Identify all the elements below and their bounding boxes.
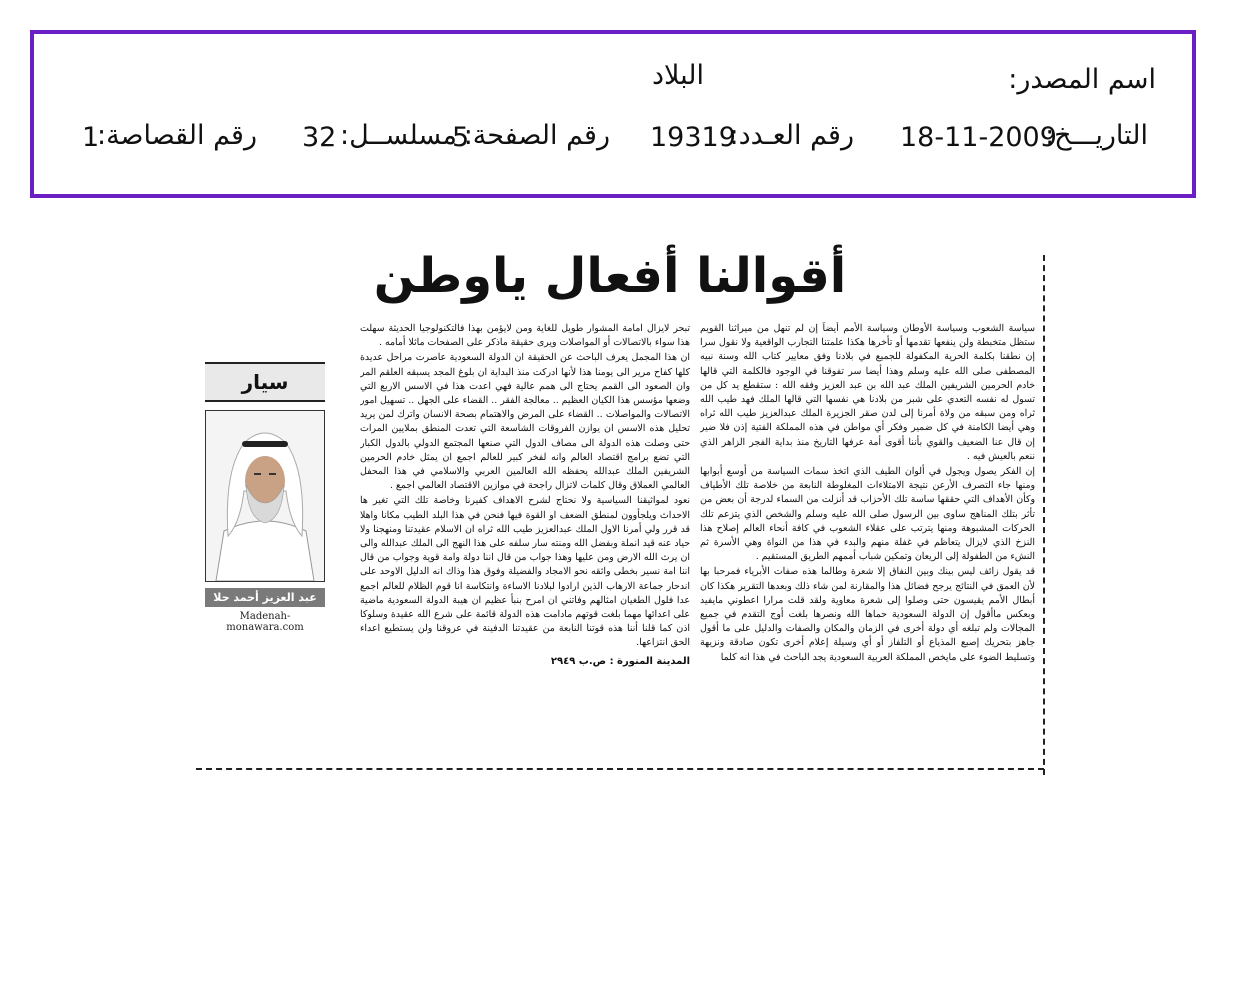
issue-value: 19319 xyxy=(650,122,736,153)
serial-label: مسلســل: xyxy=(340,120,457,151)
article-column-left xyxy=(360,322,690,762)
writer-box xyxy=(205,362,325,633)
paragraph: ان هذا المجمل يعرف الباحث عن الحقيقة ان الدولة السعودية عاصرت مراحل عديدة كلها كفاح مرير الى يومنا هذا لأنها ادركت منذ البداية ان بلوغ المجد يسبقه العلقم المر وان الصعود الى القمم يحتاج الى همم عالية فهي اعدت هذا في الاسس الاربع التي وضعها مؤسس هذا الكيان العظيم .. معالجة الفقر .. القضاء على الجهل .. تسهيل امور الاتصالات والمواصلات .. القضاء على المرض والاهتمام بصحة الانسان واترك لمن يريد تحليل هذه الاسس ان يوازن الفروقات الشاسعة التي تعدت المنطق بملايين المرات حتى وصلت هذه الدولة الى مصاف الدول التي صنعها المجتمع الدولي بالدول الكبار التي تضع برامج اقتصاد العالم وانه لفخر كبير للعالم اجمع ان يمثل خادم الحرمين الشريفين الملك عبدالله يحفظه الله العالمين العربي والاسلامي في هذا المحفل العالمي العملاق وقال كلمات لاتزال راجحة في موازين الاقتصاد العالمي اجمع . xyxy=(360,352,690,492)
clip-value: 1 xyxy=(82,122,100,153)
article-bottom-border xyxy=(196,768,1044,770)
author-photo xyxy=(205,410,325,582)
source-value: البلاد xyxy=(652,60,705,91)
author-signature: المدينة المنورة : ص.ب ٢٩٤٩ xyxy=(550,655,690,667)
serial-value: 32 xyxy=(302,122,337,153)
source-label: اسم المصدر: xyxy=(1008,64,1156,95)
article-column-right xyxy=(700,322,1035,762)
article-right-border xyxy=(1043,255,1045,775)
date-label: التاريـــخ: xyxy=(1045,120,1148,151)
article-headline: أقوالنا أفعال ياوطن xyxy=(373,248,847,304)
issue-label: رقم العـدد: xyxy=(729,120,854,151)
clip-label: رقم القصاصة: xyxy=(96,120,257,151)
paragraph: نعود لمواثيقنا السياسية ولا نحتاج لشرح الاهداف كفيرنا وخاصة تلك التي تغير ها الاحداث ويلجأوون لمنطق الضعف او القوة فيها فنحن في هذا البلد الطيب مكانا واهلا قد قرر ولي أمرنا الاول الملك عبدالعزيز طيب الله ثراه ان الاسلام عقيدتنا ومنهجنا ولا حياد عنه قيد انملة وبفضل الله ومنته سار سلفه على هذا النهج الى الملك عبدالله والى ان يرث الله الارض ومن عليها وهذا جواب من قال اننا دولة وامة قوية وجواب من قال اننا امة نسير بخطى واثقه نحو الامجاد والفضيلة وفوق هذا وذاك انه الدليل الاوحد على اندحار جماعة الارهاب الذين ارادوا لبلادنا الاساءة وانتكاسة انا قوم الظلام للعالم اجمع عدا فلول الطغيان امثالهم وفاتني ان امرح بنبأ عظيم ان هيبة الدولة السعودية ماضية على اعدائها مهما بلغت قوتهم مادامت هذه الدولة قائمة على شرع الله عقيدة وسلوكا اذن كما قلنا أننا هذه قوتنا النابعة من عقيدتنا الدفينة في عروقنا ولن يستطيع اعداء الحق انتزاعها. xyxy=(360,495,690,649)
paragraph: قد يقول زائف ليس بينك وبين النفاق إلا شعرة وطالما هذه صفات الأبرياء فمرحبا بها لأن العمق في النتائج يرجح فضائل هذا والمقارنة لمن شاء ذلك وبعدها التقرير هكذا كان أبطال الأمم يقيسون حتى وصلوا إلى شعرة معاوية ولقد قلت مرارا اعطوني مايفيد وبعكس ماأقول إن الدولة السعودية حماها الله ونصرها بلغت أوج التقدم في جميع المجالات ولم تبلغه أي دولة أخرى في الزمان والمكان والصفات والدليل على ما أقول جاهز بتحريك إصبع المذياع أو التلفاز أو أي وسيلة إعلام أخرى تكون صادقة ونزيهة وتسليط الضوء على مايخص المملكة العربية السعودية يجد الباحث في هذا انه كلما xyxy=(700,566,1035,663)
column-name: سيار xyxy=(205,362,325,402)
page-value: 5 xyxy=(452,122,470,153)
page-label: رقم الصفحة: xyxy=(463,120,610,151)
paragraph: سياسة الشعوب وسياسة الأوطان وسياسة الأمم أيضاً إن لم تنهل من ميراثنا القويم ستظل متخبطة ولن ينفعها تقدمها أو تأخرها هكذا علمتنا التجارب الواقعية ولا نقول سرا إن نطقنا بكلمة الحرية المكفولة للجميع في بلادنا وفق معايير كتاب الله وسنة نبيه المصطفى صلى الله عليه وسلم وهذا أيضا سر تفوقنا في الوجود فالكلمة التي قالها خادم الحرمين الشريفين الملك عبد الله بن عبد العزيز وفقه الله : ستقطع يد كل من تسول له نفسه التعدي على شبر من بلادنا هي نفسها التي قالها الملك فهد طيب الله ثراه ومن سبقه من ولاة أمرنا إلى لدن صقر الجزيرة الملك عبدالعزيز طيب الله ثراه وهي أيضا الكامنة في كل ضمير وفكر أي مواطن في هذه المملكة الفتية إذن فلا ضير إن قال عنا الضعيف والقوي بأننا أقوى أمة عرفها التاريخ منذ بداية الفجر الزاهر الذي ننعم بالعيش فيه . xyxy=(700,323,1035,462)
author-name: عبد العزيز أحمد حلا xyxy=(205,588,325,607)
clipping-header xyxy=(30,30,1196,198)
author-portrait-icon xyxy=(206,411,324,581)
website-url: Madenah-monawara.com xyxy=(226,611,304,633)
date-value: 18-11-2009 xyxy=(900,122,1057,153)
paragraph: إن الفكر يصول ويجول في ألوان الطيف الذي اتخذ سمات السياسة من أوسع أبوابها ومنها جاء التصرف الأرعن نتيجة الامتلاءات المغلوطة النابعة من خلاصة تلك الأطياف وكأن الأهداف التي حققها ساسة تلك الأحزاب قد أنزلت من السماء لدرجة أن بعض من تأثر بتلك المناهج ساوى بين الرسول صلى الله عليه وسلم والشخص الذي يتزعم تلك الحركات المشبوهة ومنها يترتب على عقلاء الشعوب في كافة أنحاء العالم إصلاح هذا النزخ الذي لايزال يتعاظم في غفلة منهم والبدء في هذا من النواة وهي الأسرة ثم النشء من الطفولة إلى الريعان وتمكين شباب أممهم الطريق المستقيم . xyxy=(700,466,1035,563)
paragraph: تبحر لايزال امامة المشوار طويل للغاية ومن لايؤمن بهذا فالتكنولوجيا الحديثة سهلت هذا سواء بالاتصالات أو المواصلات ويرى حقيقة ماذكر على الصفحات ماثلا أمامه . xyxy=(360,323,690,349)
